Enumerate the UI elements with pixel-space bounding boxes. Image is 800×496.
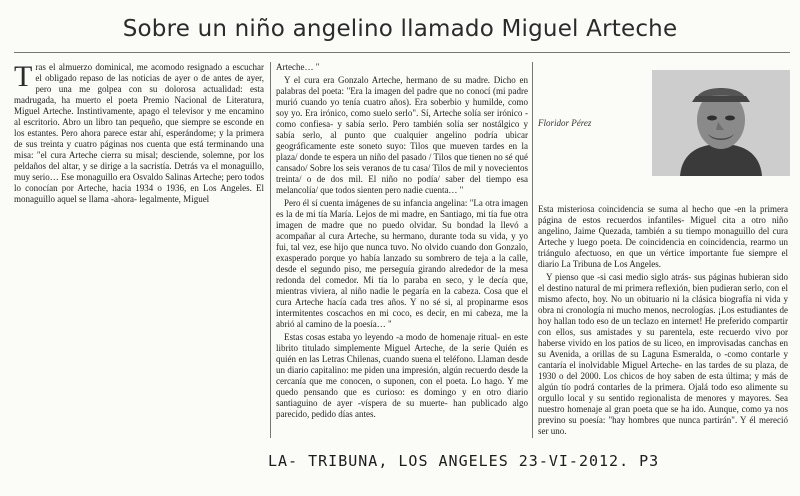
article-paragraph: Estas cosas estaba yo leyendo -a modo de homenaje ritual- en este librito titulado simplemente Miguel Arteche, de la serie Quién es quién en las Letras Chilenas, cuando suena el teléfono. Llaman desde un diario capitalino: me piden una impresión, algún recuerdo desde la cercanía que me conocen, o suponen, con el poeta. Lo hago. Y me quedo pensando que es curioso: es domingo y en otro diario santiaguino de ayer -víspera de su muerte- han publicado algo parecido, pedido días antes.: [276, 332, 528, 419]
article-column-2: [276, 62, 528, 438]
handwritten-source-note: LA- TRIBUNA, LOS ANGELES 23-VI-2012. P3: [268, 452, 660, 470]
author-caption: Floridor Pérez: [538, 118, 592, 128]
article-column-3: [538, 204, 788, 450]
article-paragraph: Arteche… ": [276, 62, 320, 72]
column-divider: [270, 62, 271, 438]
author-portrait-image: [652, 70, 790, 176]
article-paragraph: Esta misteriosa coincidencia se suma al hecho que -en la primera página de estos recuerdos infantiles- Miguel cita a otro niño angelino, Jaime Quezada, también a su tiempo monaguillo del cura Arteche y luego poeta. De coincidencia en coincidencia, rearmo un triángulo afectuoso, en que un vértice importante fue siempre el diario La Tribuna de Los Angeles.: [538, 204, 788, 269]
drop-cap: T: [14, 60, 33, 93]
article-paragraph: Tras el almuerzo dominical, me acomodo resignado a escuchar el obligado repaso de las noticias de ayer o de antes de ayer, pero una me golpea con su dolorosa actualidad: esta madrugada, ha muerto el poeta Premio Nacional de Literatura, Miguel Arteche. Instintivamente, apago el televisor y me encamino al escritorio. Abro un libro tan pequeño, que siempre se esconde en los estantes. Pero ahora parece estar ahí, esperándome; y la primera de sus treinta y cuatro páginas nos cuenta que está terminando una misa: "el cura Arteche cierra su misal; desciende, solemne, por los peldaños del altar, y se dirige a la sacristía. Detrás va el monaguillo, muy serio… Ese monaguillo era Osvaldo Salinas Arteche; pero todos lo conocían por Arteche, hacia 1934 o 1936, en Los Angeles. El monaguillo aquel se llama -ahora- legalmente, Miguel: [14, 60, 264, 204]
article-paragraph: Y pienso que -si casi medio siglo atrás- sus páginas hubieran sido el destino natural de mi primera reflexión, bien pudieran serlo, con el mismo afecto, hoy. No un obituario ni la clásica biografía ni vida y obra ni cronología ni mucho menos, necrologías. ¡Los estudiantes de hoy hallan todo eso de un teclazo en internet! He preferido compartir con ellos, sus amistades y su parentela, este recuerdo vivo por haberse vivido en los patios de su liceo, en improvisadas canchas en su Avenida, a orillas de su Laguna Esmeralda, o -como contarle y cantaría el inolvidable Miguel Arteche- en las tardes de su plaza, de 1930 o del 2000. Los chicos de hoy saben de esta última; y más de algún tío podrá contarles de la primera. Ojalá todo eso alimente su orgullo local y su sentido regionalista de menores y mayores. Sea nuestro homenaje al gran poeta que se ha ido. Aunque, como ya nos previno su poesía: "hay hombres que nunca partirán". Y él mereció ser uno.: [538, 272, 788, 436]
column-divider: [532, 62, 533, 438]
article-headline: Sobre un niño angelino llamado Miguel Arteche: [122, 16, 678, 42]
article-paragraph: Pero él sí cuenta imágenes de su infancia angelina: "La otra imagen es la de mi tía María. Lejos de mi madre, en Santiago, mi tía fue otra imagen de madre que no puedo olvidar. Su bondad la llevó a acompañar al cura Arteche, su hermano, durante toda su vida, y yo fui, tal vez, ese hijo que nunca tuvo. No olvido cuando don Gonzalo, exasperado porque yo había lanzado su sombrero de teja a la calle, desde el segundo piso, me perseguía girando alrededor de la mesa redonda del comedor. Mi tía lo paraba en seco, y le decía que, mientras viviera, al niño nadie le pegaría en la cabeza. Cosa que el cura Arteche hacía cada tres años. Y no sé si, al propinarme esos intermitentes coscachos en mi coco, es decir, en mi cabeza, me la abrió al camino de la poesía… ": [276, 198, 528, 329]
top-rule: [14, 52, 790, 53]
article-column-1: [14, 62, 264, 272]
article-paragraph: Y el cura era Gonzalo Arteche, hermano de su madre. Dicho en palabras del poeta: "Era la imagen del padre que no conocí (mi padre murió cuando yo tenía cuatro años). Era soberbio y humilde, como soy yo. Era irónico, como suelo serlo". Sí, Arteche solía ser irónico -como confiesa- y sabía serlo. Pero también solía ser nostálgico y sabía serlo, al punto que cualquier angelino podría ubicar geográficamente este soneto suyo: Tilos que mueven tardes en la plaza/ donde te espera un niño del pasado / Tilos que tienen no sé qué cansado/ Sobre los seis veranos de tu casa/ Tilos de mil y novecientos treinta/ o de dos mil. El niño no podía/ saber del tiempo esa melancolía/ que todos sienten pero nadie cuenta… ": [276, 75, 528, 195]
author-photo: [652, 70, 790, 176]
